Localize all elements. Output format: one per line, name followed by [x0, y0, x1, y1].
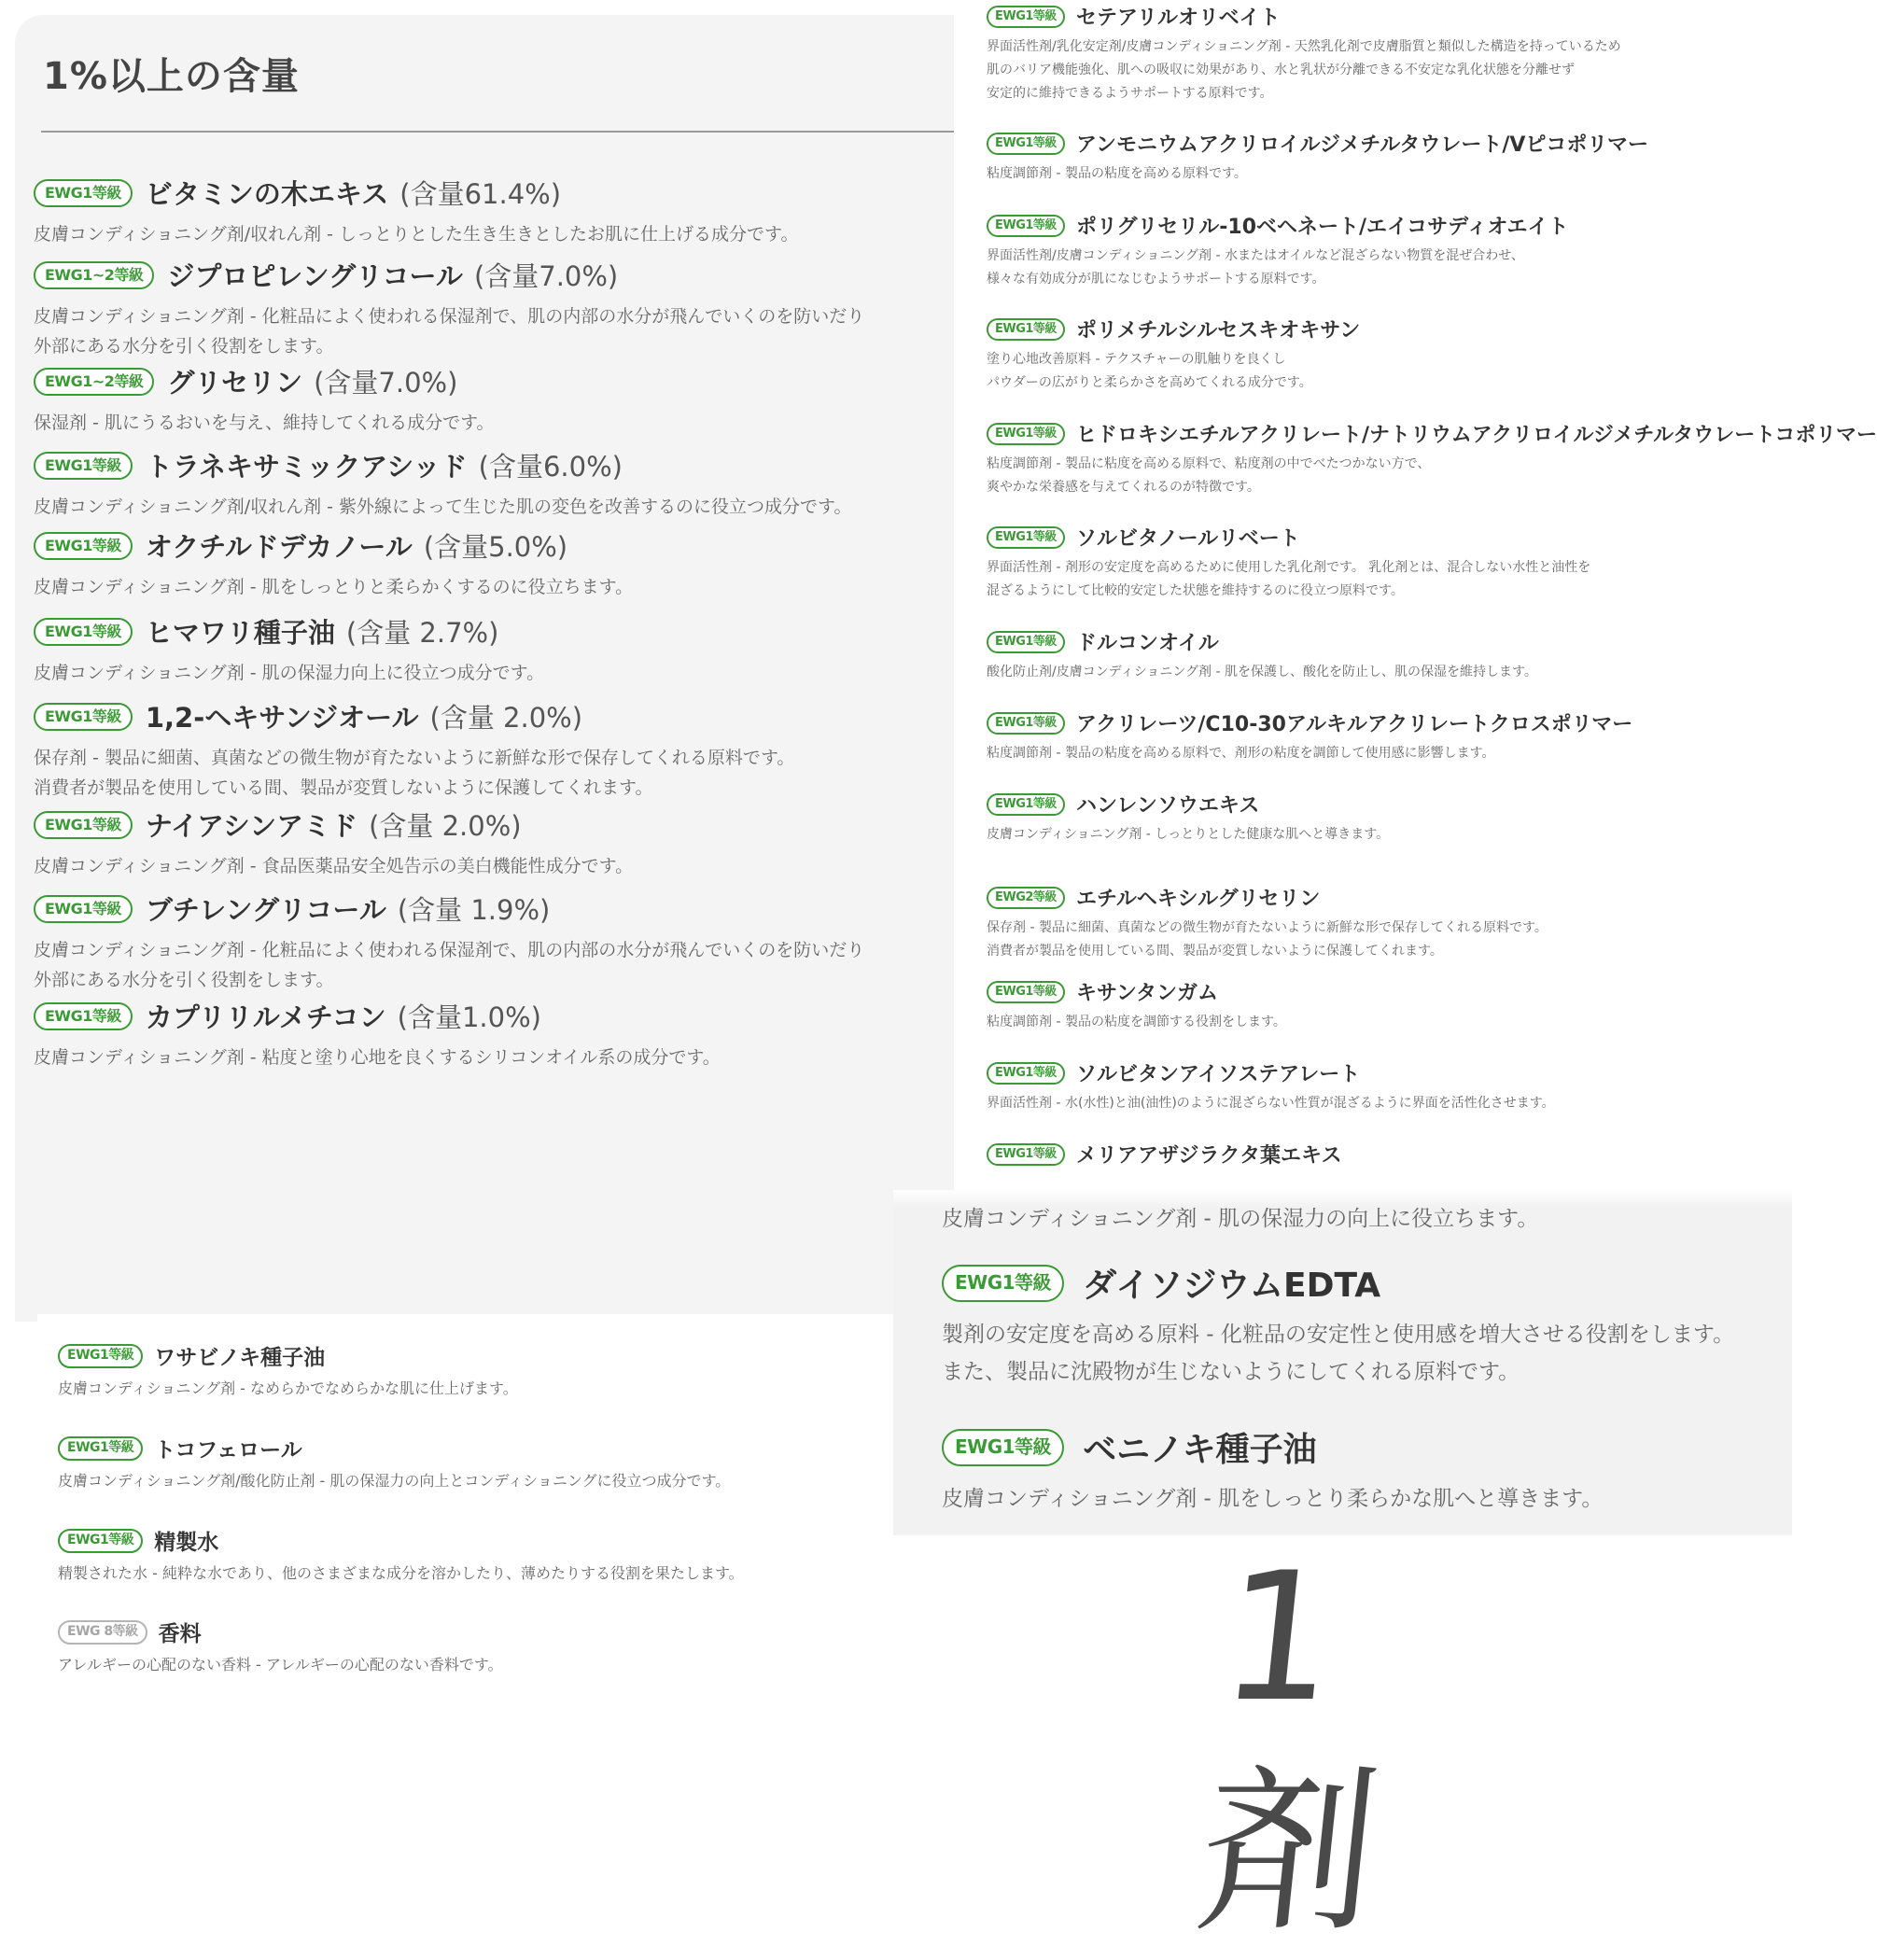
ingredient-content-percent: (含量7.0%): [314, 367, 458, 399]
ingredient-item: [987, 1058, 1792, 1115]
ingredient-name: ワサビノキ種子油: [154, 1346, 326, 1370]
ingredient-item: [987, 790, 1792, 847]
ingredient-item: [987, 129, 1792, 186]
ingredient-name: グリセリン: [167, 367, 303, 399]
ingredient-description: 混ざるようにして比較的安定した状態を維持するのに役立つ原料です。: [987, 583, 1404, 598]
ingredient-name: ベニノキ種子油: [1083, 1431, 1317, 1469]
ingredient-heading: [987, 211, 1792, 240]
ingredient-name: カプリリルメチコン: [145, 1001, 386, 1033]
ingredient-name: ヒマワリ種子油: [145, 617, 335, 649]
ingredient-name: ヒドロキシエチルアクリレート/ナトリウムアクリロイルジメチルタウレートコポリマー: [1075, 424, 1877, 447]
ingredient-item: [942, 1423, 1792, 1518]
ingredient-heading: [34, 997, 954, 1035]
ingredient-heading: [34, 446, 954, 484]
ingredient-name: ソルビタノールリベート: [1075, 527, 1300, 551]
ewg-grade-badge: EWG2等級: [987, 887, 1065, 909]
ingredient-list-bottom-right-panel: [893, 1190, 1792, 1535]
ewg-grade-badge: EWG1等級: [942, 1265, 1064, 1302]
ingredient-heading: [942, 1423, 1792, 1471]
ingredient-heading: [942, 1259, 1792, 1307]
ingredient-heading: [987, 129, 1792, 158]
ingredient-item: [34, 526, 954, 602]
ingredient-heading: [34, 362, 954, 400]
ingredient-item: [34, 997, 954, 1072]
ingredient-name: ハンレンソウエキス: [1075, 794, 1260, 818]
ingredient-description: 粘度調節剤 - 製品に粘度を高める原料で、粘度剤の中でべたつかない方で、: [987, 456, 1431, 471]
ingredient-list-bottom-left-panel: [37, 1314, 971, 1687]
ingredient-name: ソルビタンアイソステアレート: [1075, 1063, 1361, 1086]
ingredient-item: [987, 977, 1792, 1034]
ingredient-description: 粘度調節剤 - 製品の粘度を高める原料で、剤形の粘度を調節して使用感に影響します。: [987, 746, 1495, 761]
ingredient-name: ジプロピレングリコール: [167, 260, 463, 292]
ewg-grade-badge: EWG1等級: [987, 133, 1065, 155]
ingredient-item: [34, 612, 954, 688]
ingredient-heading: [34, 697, 954, 735]
ewg-grade-badge: EWG1~2等級: [34, 368, 154, 396]
ingredient-content-percent: (含量61.4%): [399, 178, 562, 210]
ingredient-description: 酸化防止剤/皮膚コンディショニング剤 - 肌を保護し、酸化を防止し、肌の保湿を維持します。: [987, 665, 1537, 679]
ingredient-description: 爽やかな栄養感を与えてくれるのが特徴です。: [987, 480, 1260, 495]
ingredient-item: [58, 1433, 971, 1493]
ingredient-description: 皮膚コンディショニング剤 - 化粧品によく使われる保湿剤で、肌の内部の水分が飛んでいくのを防いだり: [34, 306, 865, 327]
ewg-grade-badge: EWG1等級: [987, 1062, 1065, 1085]
ingredient-heading: [34, 174, 954, 212]
ingredient-heading: [58, 1617, 971, 1647]
ewg-grade-badge: EWG1等級: [987, 712, 1065, 735]
ingredient-heading: [987, 1058, 1792, 1087]
ewg-grade-badge: EWG1等級: [34, 532, 133, 560]
ingredient-description: 消費者が製品を使用している間、製品が変質しないように保護してくれます。: [34, 777, 653, 798]
ewg-grade-badge: EWG1等級: [987, 215, 1065, 237]
ewg-grade-badge: EWG1等級: [942, 1429, 1064, 1466]
ingredient-description: 皮膚コンディショニング剤/収れん剤 - しっとりとした生き生きとしたお肌に仕上げる成分です。: [34, 224, 799, 245]
ewg-grade-badge: EWG1等級: [987, 981, 1065, 1003]
ingredient-description: 皮膚コンディショニング剤 - 粘度と塗り心地を良くするシリコンオイル系の成分です。: [34, 1047, 721, 1068]
ingredient-heading: [34, 612, 954, 651]
ewg-grade-badge: EWG1等級: [987, 793, 1065, 816]
ingredient-description: 皮膚コンディショニング剤 - しっとりとした健康な肌へと導きます。: [987, 827, 1390, 842]
ingredient-name: オクチルドデカノール: [145, 531, 413, 563]
ingredient-heading: [987, 790, 1792, 819]
ingredient-content-percent: (含量1.0%): [397, 1001, 541, 1033]
ingredient-description: 皮膚コンディショニング剤 - 食品医薬品安全処告示の美白機能性成分です。: [34, 856, 634, 876]
ingredient-description: 塗り心地改善原料 - テクスチャーの肌触りを良くし: [987, 352, 1286, 367]
ewg-grade-badge: EWG1等級: [34, 618, 133, 646]
ingredient-description: 消費者が製品を使用している間、製品が変質しないように保護してくれます。: [987, 944, 1443, 959]
ingredient-description: 皮膚コンディショニング剤 - 肌の保湿力の向上に役立ちます。: [942, 1207, 1539, 1231]
ingredient-description: パウダーの広がりと柔らかさを高めてくれる成分です。: [987, 375, 1312, 390]
ingredient-name: トコフェロール: [154, 1438, 302, 1463]
ingredient-description: 皮膚コンディショニング剤 - 化粧品によく使われる保湿剤で、肌の内部の水分が飛んでいくのを防いだり: [34, 940, 865, 960]
ingredient-heading: [987, 315, 1792, 343]
ingredient-name: 1,2-ヘキサンジオール: [145, 702, 419, 734]
ingredient-content-percent: (含量 1.9%): [397, 894, 551, 926]
ingredient-list-right-panel: [954, 0, 1877, 1168]
ingredient-description: 界面活性剤/皮膚コンディショニング剤 - 水またはオイルなど混ざらない物質を混ぜ合わせ、: [987, 248, 1524, 263]
ingredient-item: [58, 1340, 971, 1401]
ewg-grade-badge: EWG 8等級: [58, 1620, 147, 1645]
title-divider: [41, 131, 956, 133]
ingredient-item: [987, 523, 1792, 603]
ewg-grade-badge: EWG1等級: [34, 811, 133, 839]
ingredient-item: [987, 627, 1792, 684]
ingredient-name: ビタミンの木エキス: [145, 178, 389, 210]
ewg-grade-badge: EWG1等級: [987, 1143, 1065, 1166]
ingredient-item: [34, 889, 954, 995]
ingredient-name: メリアアザジラクタ葉エキス: [1075, 1144, 1342, 1168]
ingredient-item: [987, 708, 1792, 765]
ingredient-content-percent: (含量 2.0%): [429, 702, 583, 734]
ingredient-item: [987, 883, 1792, 963]
ingredient-item: [987, 211, 1792, 291]
ingredient-description: また、製品に沈殿物が生じないようにしてくれる原料です。: [942, 1360, 1520, 1384]
ingredient-heading: [58, 1433, 971, 1463]
main-content-panel: [15, 15, 954, 1322]
ingredient-name: 香料: [158, 1622, 202, 1646]
ingredient-name: 精製水: [154, 1531, 219, 1555]
ingredient-item: [34, 697, 954, 803]
ingredient-description: 皮膚コンディショニング剤 - 肌をしっとりと柔らかくするのに役立ちます。: [34, 577, 634, 597]
ingredient-name: ブチレングリコール: [145, 894, 386, 926]
ingredient-description: 精製された水 - 純粋な水であり、他のさまざまな成分を溶かしたり、薄めたりする役割を果たします。: [58, 1564, 744, 1582]
ingredient-description: 安定的に維持できるようサポートする原料です。: [987, 86, 1273, 101]
ingredient-name: トラネキサミックアシッド: [145, 451, 468, 483]
ingredient-name: エチルヘキシルグリセリン: [1075, 888, 1321, 911]
ingredient-heading: [34, 526, 954, 565]
ingredient-item: [58, 1525, 971, 1586]
ewg-grade-badge: EWG1等級: [987, 526, 1065, 549]
ingredient-description: 界面活性剤 - 水(水性)と油(油性)のように混ざらない性質が混ざるように界面を活性化させます。: [987, 1096, 1555, 1111]
ewg-grade-badge: EWG1等級: [58, 1436, 143, 1461]
ingredient-item: [942, 1259, 1792, 1391]
ingredient-heading: [987, 977, 1792, 1006]
ewg-grade-badge: EWG1等級: [58, 1344, 143, 1368]
ingredient-content-percent: (含量6.0%): [478, 451, 623, 483]
ingredient-heading: [987, 627, 1792, 656]
ingredient-description: 肌のバリア機能強化、肌への吸収に効果があり、水と乳状が分離できる不安定な乳化状態を分離せず: [987, 63, 1575, 77]
ingredient-description: アレルギーの心配のない香料 - アレルギーの心配のない香料です。: [58, 1656, 503, 1673]
ingredient-heading: [34, 889, 954, 928]
ingredient-content-percent: (含量 2.0%): [369, 810, 522, 842]
ingredient-description: 保湿剤 - 肌にうるおいを与え、維持してくれる成分です。: [34, 413, 495, 433]
ingredient-description: 様々な有効成分が肌になじむようサポートする原料です。: [987, 272, 1325, 287]
ingredient-name: ポリメチルシルセスキオキサン: [1075, 319, 1361, 343]
ingredient-item: [58, 1617, 971, 1677]
ingredient-description: 皮膚コンディショニング剤/酸化防止剤 - 肌の保湿力の向上とコンディショニングに役立つ成分です。: [58, 1472, 731, 1490]
ingredient-item: [987, 315, 1792, 395]
ingredient-content-percent: (含量 2.7%): [345, 617, 499, 649]
ingredient-item: [34, 256, 954, 361]
ingredient-heading: [58, 1340, 971, 1371]
ingredient-heading: [58, 1525, 971, 1556]
ingredient-description: 外部にある水分を引く役割をします。: [34, 970, 334, 990]
ingredient-heading: [987, 419, 1877, 448]
ingredient-name: ポリグリセリル-10ベヘネート/エイコサディオエイト: [1075, 216, 1569, 239]
ingredient-name: アクリレーツ/C10-30アルキルアクリレートクロスポリマー: [1075, 713, 1633, 736]
ewg-grade-badge: EWG1等級: [58, 1529, 143, 1553]
ingredient-heading: [987, 523, 1792, 552]
ingredient-name: キサンタンガム: [1075, 982, 1218, 1005]
ingredient-description: 粘度調節剤 - 製品の粘度を高める原料です。: [987, 166, 1247, 181]
ingredient-description: 界面活性剤/乳化安定剤/皮膚コンディショニング剤 - 天然乳化剤で皮膚脂質と類似した構造を持っているため: [987, 39, 1621, 54]
ingredient-heading: [34, 256, 954, 294]
ingredient-heading: [987, 708, 1792, 737]
ingredient-description: 皮膚コンディショニング剤 - 肌の保湿力向上に役立つ成分です。: [34, 663, 545, 683]
ingredient-name: セテアリルオリベイト: [1075, 7, 1281, 30]
ingredient-item: [34, 805, 954, 881]
ingredient-content-percent: (含量5.0%): [423, 531, 568, 563]
ewg-grade-badge: EWG1等級: [987, 6, 1065, 28]
ingredient-item: [34, 174, 954, 249]
ingredient-content-percent: (含量7.0%): [473, 260, 619, 292]
ewg-grade-badge: EWG1等級: [34, 703, 133, 731]
ingredient-item: [987, 2, 1792, 105]
handwritten-note: 1剤: [1189, 1534, 1389, 1955]
ewg-grade-badge: EWG1等級: [987, 318, 1065, 341]
ingredient-description: 製剤の安定度を高める原料 - 化粧品の安定性と使用感を増大させる役割をします。: [942, 1323, 1735, 1347]
ingredient-heading: [987, 1140, 1792, 1169]
ewg-grade-badge: EWG1等級: [34, 895, 133, 923]
ingredient-name: ドルコンオイル: [1075, 632, 1219, 655]
ewg-grade-badge: EWG1等級: [34, 452, 133, 480]
ingredient-description: 粘度調節剤 - 製品の粘度を調節する役割をします。: [987, 1015, 1286, 1029]
ingredient-heading: [34, 805, 954, 844]
ewg-grade-badge: EWG1等級: [34, 179, 133, 207]
ingredient-item: [34, 362, 954, 438]
ingredient-name: ナイアシンアミド: [145, 810, 358, 842]
ingredient-heading: [987, 883, 1792, 912]
ingredient-description: 界面活性剤 - 剤形の安定度を高めるために使用した乳化剤です。 乳化剤とは、混合しない水性と油性を: [987, 560, 1591, 575]
ingredient-description: 保存剤 - 製品に細菌、真菌などの微生物が育たないように新鮮な形で保存してくれる原料です。: [987, 920, 1548, 935]
ingredient-name: ダイソジウムEDTA: [1083, 1267, 1381, 1305]
ingredient-item: [987, 1140, 1792, 1169]
ingredient-description: 保存剤 - 製品に細菌、真菌などの微生物が育たないように新鮮な形で保存してくれる原料です。: [34, 748, 795, 768]
ingredient-description: 皮膚コンディショニング剤/収れん剤 - 紫外線によって生じた肌の変色を改善するのに役立つ成分です。: [34, 497, 852, 517]
ewg-grade-badge: EWG1等級: [34, 1002, 133, 1030]
ingredient-item: [34, 446, 954, 522]
ewg-grade-badge: EWG1等級: [987, 423, 1065, 445]
page-title: 1%以上の含量: [43, 55, 300, 98]
ingredient-name: アンモニウムアクリロイルジメチルタウレート/Vピコポリマー: [1075, 133, 1648, 157]
ingredient-description: 皮膚コンディショニング剤 - 肌をしっとり柔らかな肌へと導きます。: [942, 1487, 1604, 1511]
ewg-grade-badge: EWG1~2等級: [34, 261, 154, 289]
ingredient-description: 皮膚コンディショニング剤 - なめらかでなめらかな肌に仕上げます。: [58, 1379, 518, 1397]
ingredient-description: 外部にある水分を引く役割をします。: [34, 336, 334, 357]
ewg-grade-badge: EWG1等級: [987, 631, 1065, 653]
ingredient-item: [987, 419, 1877, 499]
ingredient-heading: [987, 2, 1792, 31]
